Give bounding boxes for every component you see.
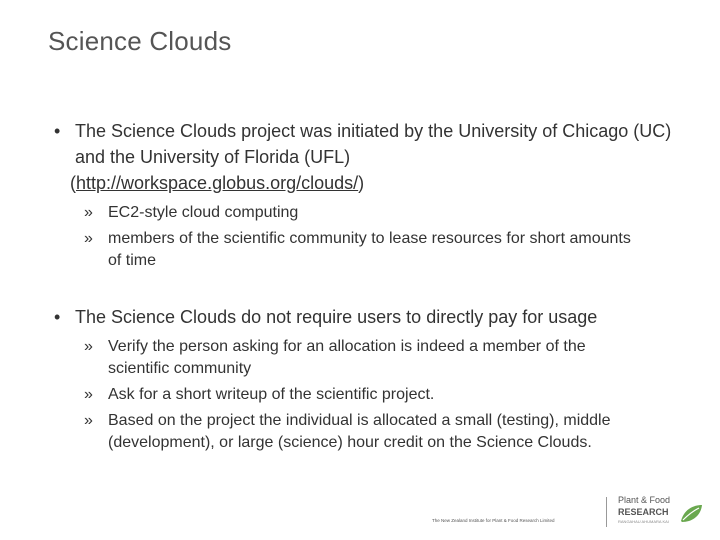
sub-bullet-list <box>0 202 720 272</box>
sub-bullet-item <box>84 228 648 272</box>
url-paren-open: ( <box>70 173 76 193</box>
logo-text-line2: RESEARCH <box>618 507 669 517</box>
sub-bullet-item <box>84 336 648 380</box>
url-paren-close: ) <box>358 173 365 193</box>
sub-bullet-text: Ask for a short writeup of the scientific project. <box>108 386 435 403</box>
sub-bullet-item <box>84 384 648 406</box>
bullet-dot: • <box>54 307 61 327</box>
slide-title: Science Clouds <box>48 26 232 56</box>
clouds-link[interactable]: http://workspace.globus.org/clouds/ <box>76 173 359 193</box>
sub-bullet-marker: » <box>84 230 93 247</box>
sub-bullet-marker: » <box>84 412 93 429</box>
leaf-icon <box>678 503 704 525</box>
bullet-text: The Science Clouds do not require users to directly pay for usage <box>75 307 598 327</box>
sub-bullet-list <box>0 336 720 454</box>
sub-bullet-item <box>84 202 648 224</box>
sub-bullet-marker: » <box>84 386 93 403</box>
bullet-item <box>54 304 675 330</box>
footer-institute-text: The New Zealand Institute for Plant & Food Research Limited <box>432 518 555 523</box>
plant-food-logo <box>618 495 708 527</box>
spacer <box>0 276 720 304</box>
slide-body <box>0 118 720 458</box>
sub-bullet-text: members of the scientific community to lease resources for short amounts of time <box>108 230 631 269</box>
sub-bullet-text: EC2-style cloud computing <box>108 204 299 221</box>
url-line <box>70 170 675 196</box>
footer-divider <box>606 497 607 527</box>
sub-bullet-item <box>84 410 648 454</box>
sub-bullet-text: Based on the project the individual is allocated a small (testing), middle (development), or large (science) hour credit on the Science Clouds. <box>108 412 611 451</box>
bullet-text: The Science Clouds project was initiated by the University of Chicago (UC) and the University of Florida (UFL) <box>75 121 672 167</box>
bullet-item <box>54 118 675 196</box>
bullet-dot: • <box>54 121 61 141</box>
logo-text-line3: RANGAHAU AHUMARA KAI <box>618 519 669 524</box>
sub-bullet-marker: » <box>84 204 93 221</box>
logo-text-line1: Plant & Food <box>618 495 671 505</box>
sub-bullet-text: Verify the person asking for an allocation is indeed a member of the scientific community <box>108 338 586 377</box>
sub-bullet-marker: » <box>84 338 93 355</box>
